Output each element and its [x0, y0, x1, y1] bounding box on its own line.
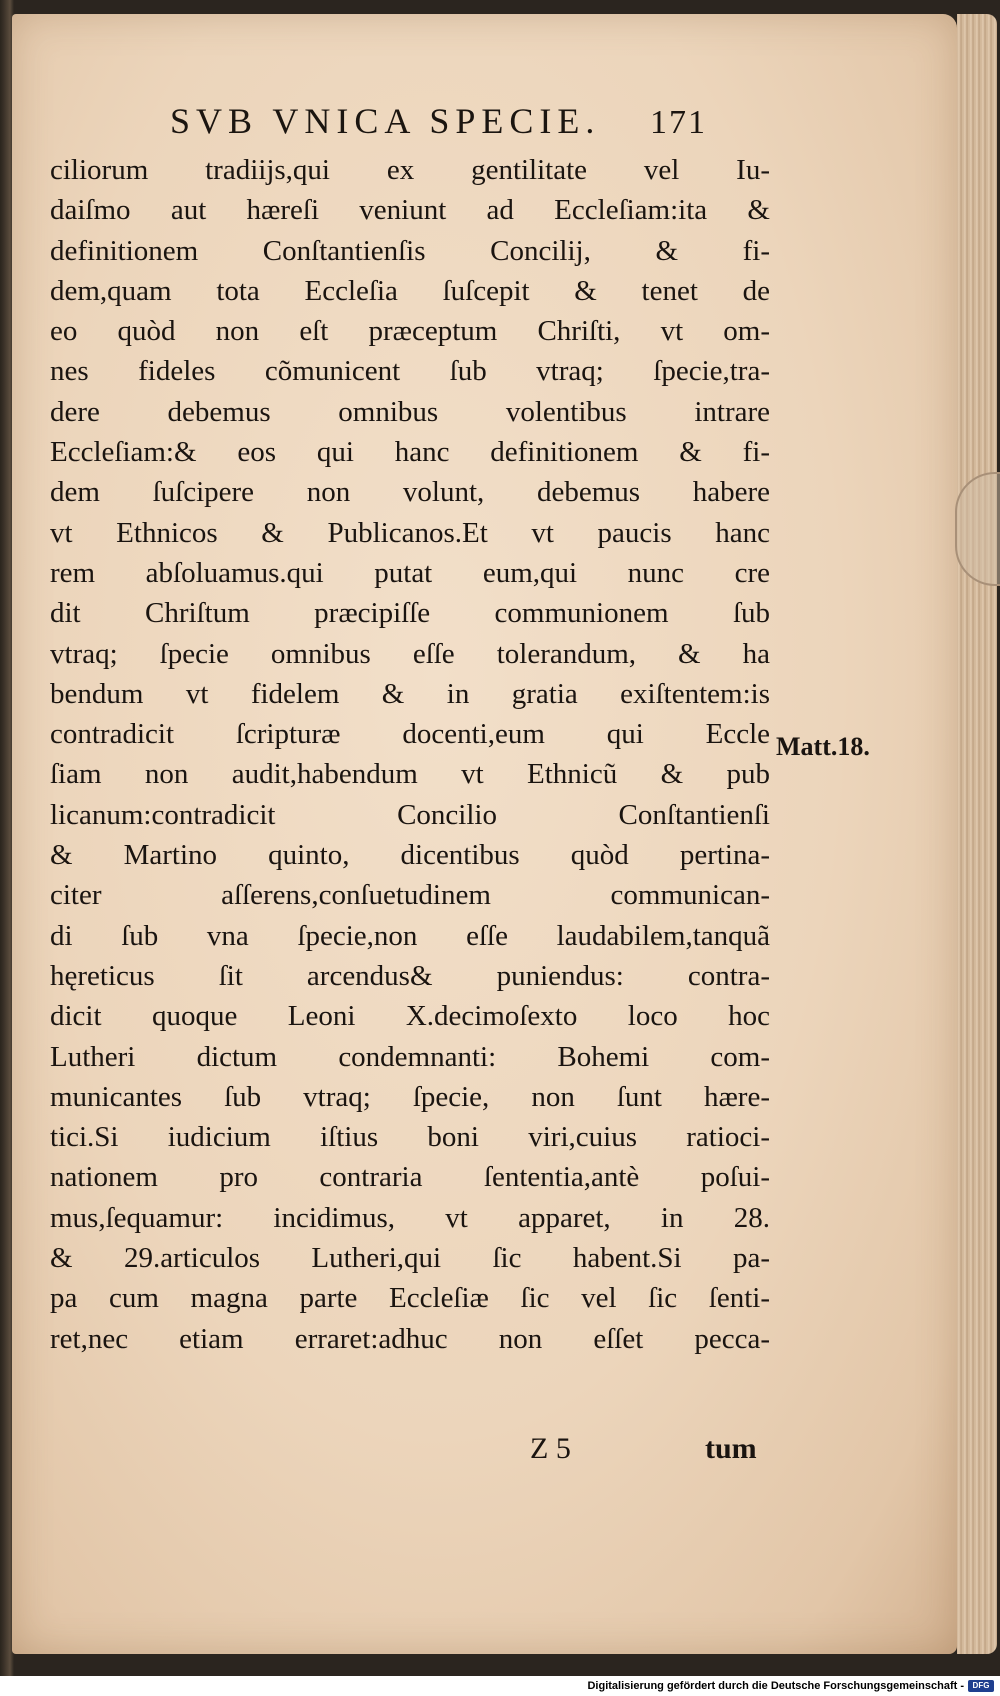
- text-line: Eccleſiam:& eos qui hanc definitionem & fi-: [50, 436, 770, 469]
- text-line: tici.Si iudicium iſtius boni viri,cuius ratioci-: [50, 1121, 770, 1154]
- catchword: tum: [705, 1432, 757, 1465]
- page-foot: [0, 1432, 1000, 1472]
- page-number: 171: [650, 104, 707, 141]
- page-edge: [957, 14, 997, 1654]
- text-line: nes fideles cõmunicent ſub vtraq; ſpecie,tra-: [50, 355, 770, 388]
- text-line: daiſmo aut hæreſi veniunt ad Eccleſiam:ita &: [50, 194, 770, 227]
- text-line: ſiam non audit,habendum vt Ethnicũ & pub: [50, 758, 770, 791]
- text-line: vt Ethnicos & Publicanos.Et vt paucis hanc: [50, 516, 770, 549]
- text-line: & Martino quinto, dicentibus quòd pertina-: [50, 839, 770, 872]
- text-line: ciliorum tradiijs,qui ex gentilitate vel Iu-: [50, 154, 770, 186]
- digitization-footer: [0, 1676, 1000, 1696]
- text-line: dere debemus omnibus volentibus intrare: [50, 395, 770, 428]
- text-line: pa cum magna parte Eccleſiæ ſic vel ſic ſenti-: [50, 1282, 770, 1315]
- text-line: ret,nec etiam erraret:adhuc non eſſet pecca-: [50, 1322, 770, 1355]
- running-head: [170, 100, 770, 150]
- text-line: Lutheri dictum condemnanti: Bohemi com-: [50, 1040, 770, 1073]
- text-line: rem abſoluamus.qui putat eum,qui nunc cre: [50, 556, 770, 589]
- text-line: bendum vt fidelem & in gratia exiſtentem:is: [50, 677, 770, 710]
- text-line: contradicit ſcripturæ docenti,eum qui Eccle: [50, 718, 770, 751]
- text-line: dem,quam tota Eccleſia ſuſcepit & tenet de: [50, 274, 770, 307]
- text-line: nationem pro contraria ſententia,antè poſui-: [50, 1161, 770, 1194]
- margin-note: Matt.18.: [776, 732, 870, 761]
- text-line: dem ſuſcipere non volunt, debemus habere: [50, 476, 770, 509]
- text-line: citer aſſerens,conſuetudinem communican-: [50, 879, 770, 912]
- text-line: hęreticus ſit arcendus& puniendus: contra-: [50, 959, 770, 992]
- running-head-title: SVB VNICA SPECIE.: [170, 101, 601, 141]
- text-line: licanum:contradicit Concilio Conſtantienſi: [50, 798, 770, 831]
- text-line: mus,ſequamur: incidimus, vt apparet, in 28.: [50, 1201, 770, 1234]
- text-line: eo quòd non eſt præceptum Chriſti, vt om-: [50, 315, 770, 348]
- main-text: [50, 150, 770, 1359]
- page-clip: [955, 472, 1000, 586]
- text-line: dicit quoque Leoni X.decimoſexto loco hoc: [50, 1000, 770, 1033]
- text-line: definitionem Conſtantienſis Concilij, & fi-: [50, 234, 770, 267]
- text-line: municantes ſub vtraq; ſpecie, non ſunt hære-: [50, 1080, 770, 1113]
- text-line: di ſub vna ſpecie,non eſſe laudabilem,tanquã: [50, 919, 770, 952]
- footer-credit: Digitalisierung gefördert durch die Deutsche Forschungsgemeinschaft -: [587, 1680, 964, 1692]
- dfg-logo: DFG: [968, 1680, 994, 1692]
- text-line: vtraq; ſpecie omnibus eſſe tolerandum, & ha: [50, 637, 770, 670]
- text-line: & 29.articulos Lutheri,qui ſic habent.Si pa-: [50, 1242, 770, 1275]
- signature-mark: Z 5: [530, 1432, 571, 1465]
- text-line: dit Chriſtum præcipiſſe communionem ſub: [50, 597, 770, 630]
